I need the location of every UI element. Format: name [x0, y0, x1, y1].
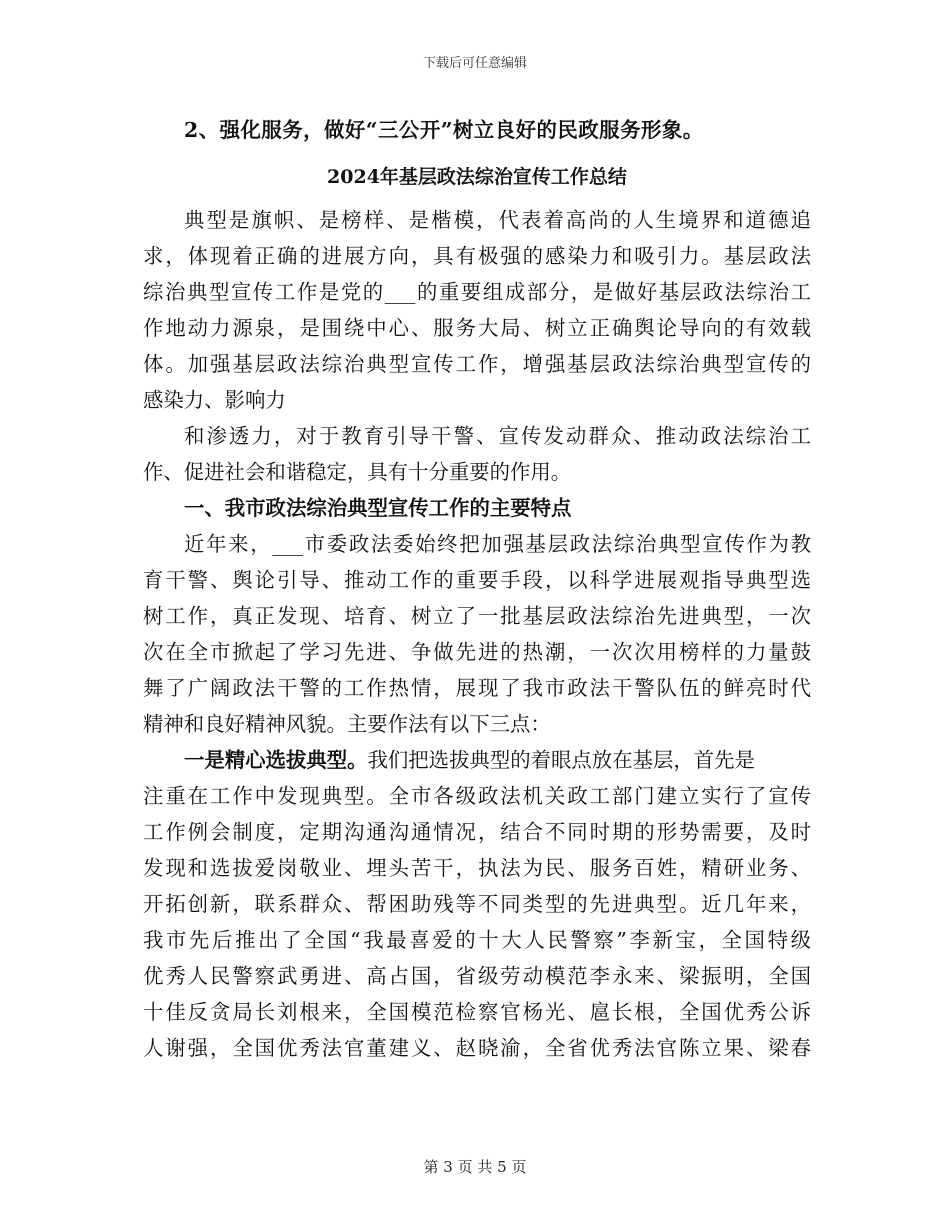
document-body	[143, 112, 811, 1066]
paragraph-line: 典型是旗帜、是榜样、是楷模，代表着高尚的人生境界和道德追	[184, 208, 811, 232]
paragraph-line: 我市先后推出了全国“我最喜爱的十大人民警察”李新宝，全国特级	[143, 928, 811, 952]
paragraph-line: 和渗透力，对于教育引导干警、宣传发动群众、推动政法综治工	[184, 424, 811, 448]
page-header-note: 下载后可任意编辑	[422, 56, 527, 71]
section-heading: 2、强化服务，做好“三公开”树立良好的民政服务形象。	[184, 118, 704, 142]
paragraph-line: 体。加强基层政法综治典型宣传工作，增强基层政法综治典型宣传的	[143, 352, 811, 376]
paragraph-line: 感染力、影响力	[143, 388, 286, 412]
subheading-main-features: 一、我市政法综治典型宣传工作的主要特点	[184, 496, 572, 520]
document-title: 2024年基层政法综治宣传工作总结	[327, 166, 627, 188]
paragraph-line: 次在全市掀起了学习先进、争做先进的热潮，一次次用榜样的力量鼓	[143, 640, 811, 664]
paragraph-continuation	[143, 418, 811, 490]
paragraph-lead-rest: 我们把选拔典型的着眼点放在基层，首先是	[367, 748, 755, 772]
paragraph-line: 舞了广阔政法干警的工作热情，展现了我市政法干警队伍的鲜亮时代	[143, 676, 811, 700]
paragraph-intro	[143, 202, 811, 418]
paragraph-line: 注重在工作中发现典型。全市各级政法机关政工部门建立实行了宣传	[143, 784, 811, 808]
paragraph-line: 作地动力源泉，是围绕中心、服务大局、树立正确舆论导向的有效载	[143, 316, 811, 340]
paragraph-line: 发现和选拔爱岗敬业、埋头苦干，执法为民、服务百姓，精研业务、	[143, 856, 811, 880]
paragraph-line: 十佳反贪局长刘根来，全国模范检察官杨光、扈长根，全国优秀公诉	[143, 1000, 811, 1024]
paragraph-recent-years	[143, 526, 811, 742]
paragraph-line: 优秀人民警察武勇进、高占国，省级劳动模范李永来、梁振明，全国	[143, 964, 811, 988]
paragraph-line: 开拓创新，联系群众、帮困助残等不同类型的先进典型。近几年来，	[143, 892, 811, 916]
paragraph-select-typical	[143, 742, 811, 1066]
paragraph-line: 工作例会制度，定期沟通沟通情况，结合不同时期的形势需要，及时	[143, 820, 811, 844]
paragraph-line: 作、促进社会和谐稳定，具有十分重要的作用。	[143, 460, 572, 484]
page-number: 第 3 页 共 5 页	[423, 1158, 527, 1176]
paragraph-line: 求，体现着正确的进展方向，具有极强的感染力和吸引力。基层政法	[143, 244, 811, 268]
paragraph-line: 近年来，___市委政法委始终把加强基层政法综治典型宣传作为教	[184, 532, 811, 556]
paragraph-line: 人谢强，全国优秀法官董建义、赵晓渝，全省优秀法官陈立果、梁春	[143, 1036, 811, 1060]
paragraph-line: 精神和良好精神风貌。主要作法有以下三点：	[143, 712, 551, 736]
paragraph-lead-bold: 一是精心选拔典型。	[184, 748, 368, 772]
paragraph-line: 树工作，真正发现、培育、树立了一批基层政法综治先进典型，一次	[143, 604, 811, 628]
paragraph-line-first	[143, 742, 811, 778]
paragraph-line: 育干警、舆论引导、推动工作的重要手段，以科学进展观指导典型选	[143, 568, 811, 592]
paragraph-line: 综治典型宣传工作是党的___的重要组成部分，是做好基层政法综治工	[143, 280, 811, 304]
